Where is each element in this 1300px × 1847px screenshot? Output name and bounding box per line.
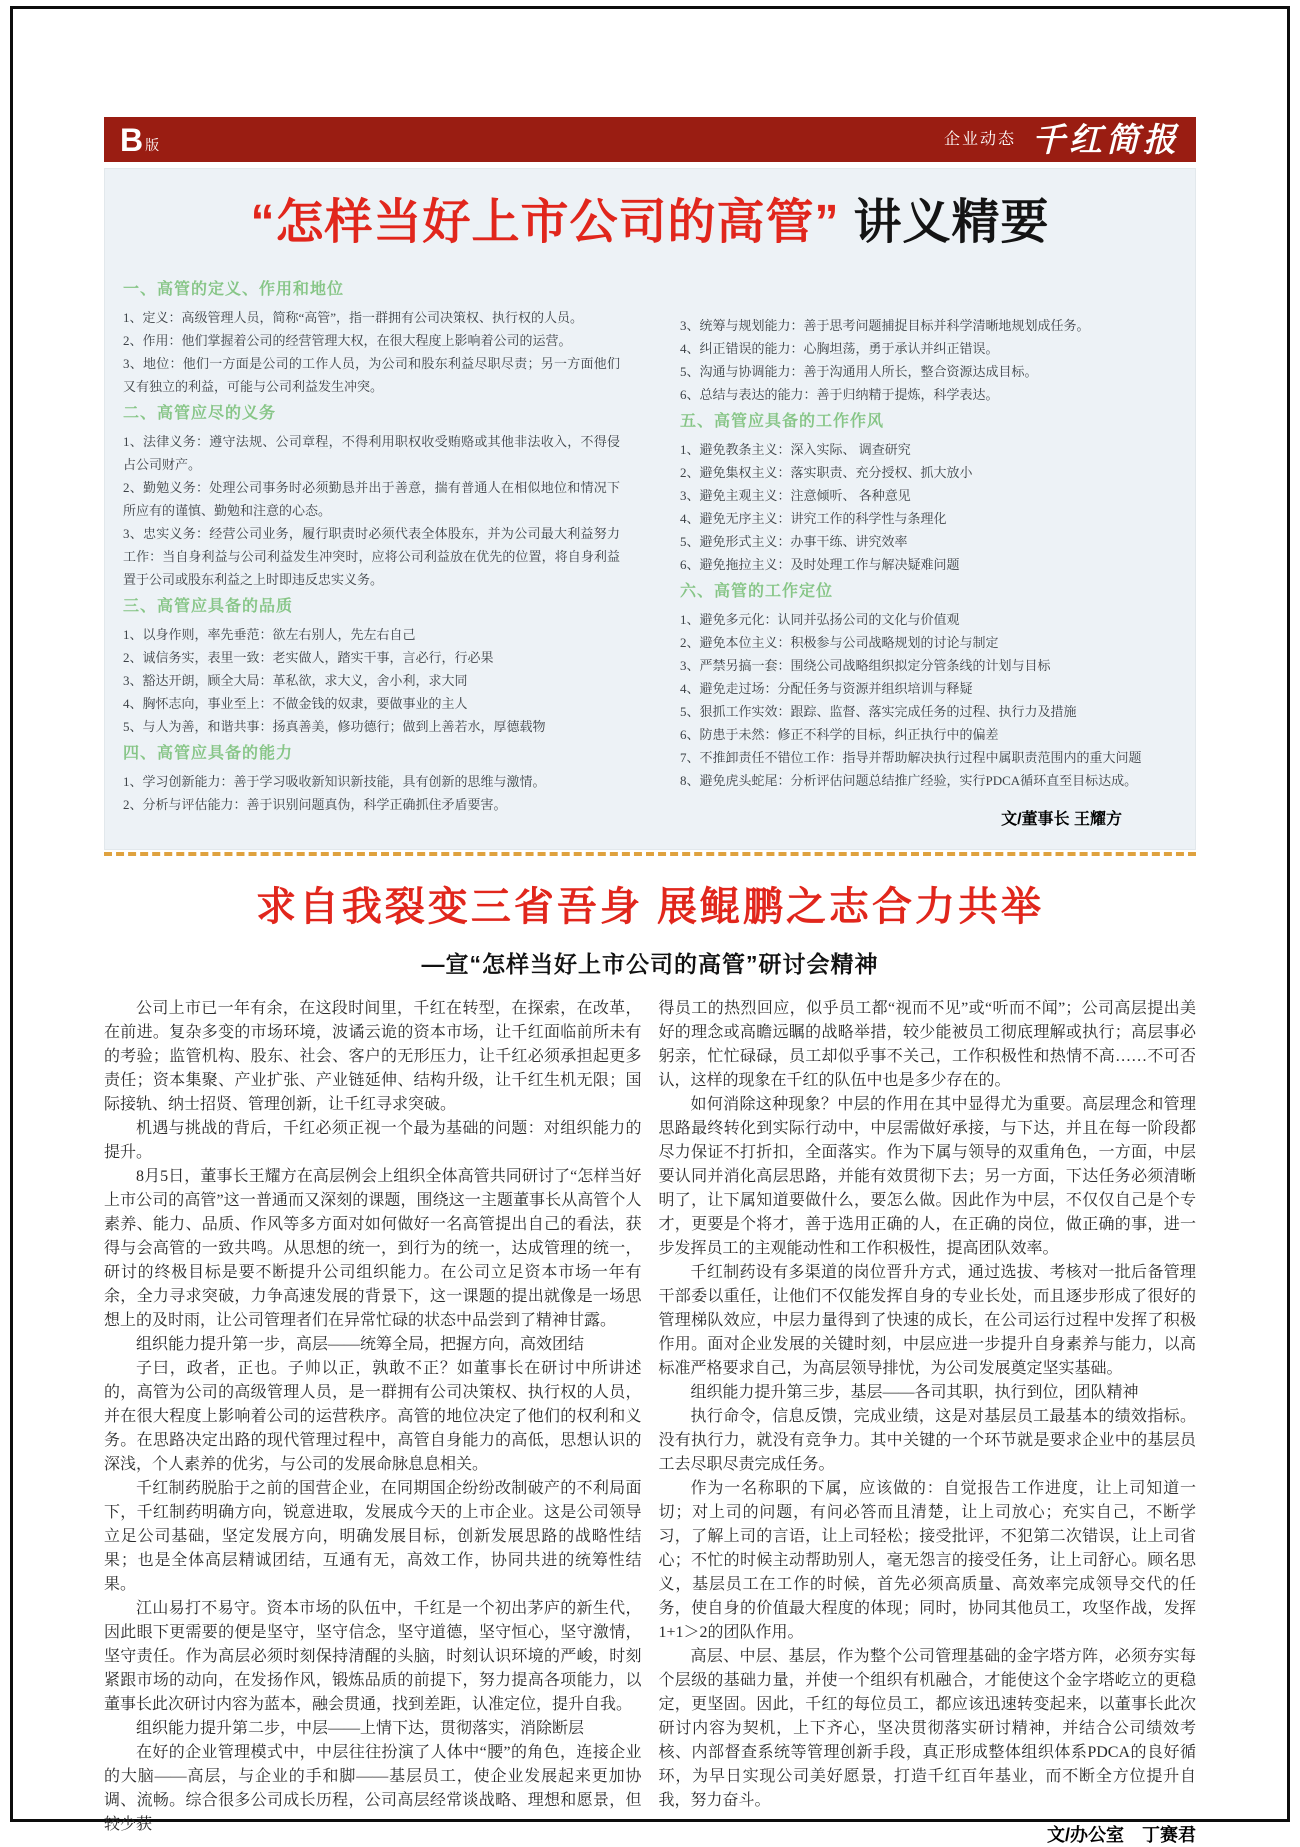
article2-right-paragraphs (659, 997, 1197, 1813)
paragraph: 公司上市已一年有余，在这段时间里，千红在转型，在探索，在改革，在前进。复杂多变的市场环境，波谲云诡的资本市场，让千红面临前所未有的考验；监管机构、股东、社会、客户的无形压力，让千红必须承担起更多责任；资本集聚、产业扩张、产业链延伸、结构升级，让千红生机无限；国际接轨、纳士招贤、管理创新，让千红寻求突破。 (104, 1000, 642, 1114)
list-line: 2、勤勉义务：处理公司事务时必须勤恳并出于善意，揣有普通人在相似地位和情况下所应有的谨慎、勤勉和注意的心态。 (123, 480, 620, 519)
paragraph: 执行命令，信息反馈，完成业绩，这是对基层员工最基本的绩效指标。没有执行力，就没有竞争力。其中关键的一个环节就是要求企业中的基层员工去尽职尽责完成任务。 (658, 1408, 1196, 1474)
list-line: 2、诚信务实，表里一致：老实做人，踏实干事，言必行，行必果 (123, 650, 494, 666)
list-line: 5、与人为善，和谐共事：扬真善美，修功德行；做到上善若水，厚德载物 (123, 719, 546, 735)
list-line: 4、胸怀志向，事业至上：不做金钱的奴隶，要做事业的主人 (123, 696, 468, 712)
article2-columns (104, 997, 1196, 1847)
article2-byline: 文/办公室 丁赛君 (1046, 1825, 1196, 1846)
paragraph: 组织能力提升第二步，中层——上情下达，贯彻落实，消除断层 (136, 1720, 585, 1738)
bulletin-masthead: 千红简报 (1032, 120, 1180, 159)
article2-right-column (659, 997, 1197, 1847)
newspaper-page (104, 117, 1196, 1847)
list-line: 2、分析与评估能力：善于识别问题真伪，科学正确抓住矛盾要害。 (123, 797, 507, 813)
article1-right-list (680, 314, 1177, 792)
paragraph: 8月5日，董事长王耀方在高层例会上组织全体高管共同研讨了“怎样当好上市公司的高管”这一普通而又深刻的课题，围绕这一主题董事长从高管个人素养、能力、品质、作风等多方面对如何做好一名高管提出自己的看法，获得与会高管的一致共鸣。从思想的统一，到行为的统一，达成管理的统一，研讨的终极目标是要不断提升公司组织能力。在公司立足资本市场一年有余，全力寻求突破，力争高速发展的背景下，这一课题的提出就像是一场思想上的及时雨，让公司管理者们在异常忙碌的状态中品尝到了精神甘露。 (104, 1168, 642, 1330)
list-line: 3、忠实义务：经营公司业务，履行职责时必须代表全体股东，并为公司最大利益努力工作：当自身利益与公司利益发生冲突时，应将公司利益放在优先的位置，将自身利益置于公司或股东利益之上时即违反忠实义务。 (123, 526, 620, 588)
paragraph: 组织能力提升第三步，基层——各司其职，执行到位，团队精神 (690, 1384, 1139, 1402)
article2-title: 求自我裂变三省吾身 展鲲鹏之志合力共举 (255, 885, 1045, 930)
paragraph: 在好的企业管理模式中，中层往往扮演了人体中“腰”的角色，连接企业的大脑——高层，与企业的手和脚——基层员工，使企业发展起来更加协调、流畅。综合很多公司成长历程，公司高层经常谈战略、理想和愿景，但较少获 (104, 1744, 642, 1834)
article1-columns (123, 274, 1177, 841)
article1-title (123, 195, 1177, 250)
edition-suffix: 版 (145, 138, 160, 154)
list-line: 六、高管的工作定位 (680, 583, 834, 601)
paragraph: 组织能力提升第一步，高层——统筹全局，把握方向，高效团结 (136, 1336, 585, 1354)
list-line: 1、学习创新能力：善于学习吸收新知识新技能，具有创新的思维与激情。 (123, 774, 546, 790)
list-line: 二、高管应尽的义务 (123, 405, 277, 423)
paragraph: 得员工的热烈回应，似乎员工都“视而不见”或“听而不闻”；公司高层提出美好的理念或高瞻远瞩的战略举措，较少能被员工彻底理解或执行；高层事必躬亲，忙忙碌碌，员工却似乎事不关己，工作积极性和热情不高……不可否认，这样的现象在千红的队伍中也是多少存在的。 (658, 1000, 1196, 1090)
article-lecture-summary (104, 168, 1196, 850)
dashed-separator (104, 852, 1196, 856)
list-line: 3、严禁另搞一套：围绕公司战略组织拟定分管条线的计划与目标 (680, 658, 1051, 674)
list-line: 6、防患于未然：修正不科学的目标，纠正执行中的偏差 (680, 727, 999, 743)
list-line: 3、地位：他们一方面是公司的工作人员，为公司和股东利益尽职尽责；另一方面他们又有独立的利益，可能与公司利益发生冲突。 (123, 356, 620, 395)
list-line: 5、狠抓工作实效：跟踪、监督、落实完成任务的过程、执行力及措施 (680, 704, 1077, 720)
list-line: 1、避免多元化：认同并弘扬公司的文化与价值观 (680, 612, 960, 628)
paragraph: 千红制药设有多渠道的岗位晋升方式，通过选拔、考核对一批后备管理干部委以重任，让他们不仅能发挥自身的专业长处，而且逐步形成了很好的管理梯队效应，中层力量得到了快速的成长，在公司运行过程中发挥了积极作用。面对企业发展的关键时刻，中层应进一步提升自身素养与能力，以高标准严格要求自己，为高层领导排忧，为公司发展奠定坚实基础。 (658, 1264, 1196, 1378)
article1-left-column (123, 274, 620, 841)
paragraph: 机遇与挑战的背后，千红必须正视一个最为基础的问题：对组织能力的提升。 (104, 1120, 642, 1162)
article1-title-quoted: “怎样当好上市公司的高管” (250, 196, 840, 249)
list-line: 五、高管应具备的工作作风 (680, 413, 885, 431)
list-line: 2、避免集权主义：落实职责、充分授权、抓大放小 (680, 465, 973, 481)
list-line: 4、避免走过场：分配任务与资源并组织培训与释疑 (680, 681, 973, 697)
article2-left-paragraphs (104, 997, 642, 1837)
list-line: 7、不推卸责任不错位工作：指导并帮助解决执行过程中属职责范围内的重大问题 (680, 750, 1142, 766)
list-line: 6、总结与表达的能力：善于归纳精于提炼，科学表达。 (680, 387, 999, 403)
masthead-bar (104, 117, 1196, 162)
article2-subtitle: —宣“怎样当好上市公司的高管”研讨会精神 (421, 951, 879, 978)
edition-letter: B (120, 121, 144, 158)
list-line: 四、高管应具备的能力 (123, 745, 294, 763)
paragraph: 高层、中层、基层，作为整个公司管理基础的金字塔方阵，必须夯实每个层级的基础力量，并使一个组织有机融合，才能使这个金字塔屹立的更稳定，更坚固。因此，千红的每位员工，都应该迅速转变起来，以董事长此次研讨内容为契机，上下齐心，坚决贯彻落实研讨精神，并结合公司绩效考核、内部督查系统等管理创新手段，真正形成整体组织体系PDCA的良好循环，为早日实现公司美好愿景，打造千红百年基业，而不断全方位提升自我，努力奋斗。 (658, 1648, 1196, 1810)
paragraph: 子曰，政者，正也。子帅以正，孰敢不正？如董事长在研讨中所讲述的，高管为公司的高级管理人员，是一群拥有公司决策权、执行权的人员，并在很大程度上影响着公司的运营秩序。高管的地位决定了他们的权利和义务。在思路决定出路的现代管理过程中，高管自身能力的高低，思想认识的深浅，个人素养的优劣，与公司的发展命脉息息相关。 (104, 1360, 642, 1474)
article-seminar-spirit (104, 884, 1196, 1847)
list-line: 3、豁达开朗，顾全大局：革私欲，求大义，舍小利，求大同 (123, 673, 468, 689)
paragraph: 作为一名称职的下属，应该做的：自觉报告工作进度，让上司知道一切；对上司的问题，有问必答而且清楚，让上司放心；充实自己，不断学习，了解上司的言语，让上司轻松；接受批评，不犯第二次错误，让上司省心；不忙的时候主动帮助别人，毫无怨言的接受任务，让上司舒心。顾名思义，基层员工在工作的时候，首先必须高质量、高效率完成领导交代的任务，使自身的价值最大程度的体现；同时，协同其他员工，攻坚作战，发挥1+1＞2的团队作用。 (658, 1480, 1196, 1642)
edition-label (120, 121, 160, 158)
list-line: 6、避免拖拉主义：及时处理工作与解决疑难问题 (680, 557, 960, 573)
list-line: 4、避免无序主义：讲究工作的科学性与条理化 (680, 511, 947, 527)
paragraph: 如何消除这种现象？中层的作用在其中显得尤为重要。高层理念和管理思路最终转化到实际行动中，中层需做好承接，与下达，并且在每一阶段都尽力保证不打折扣，全面落实。作为下属与领导的双重角色，一方面，中层要认同并消化高层思路，并能有效贯彻下去；另一方面，下达任务必须清晰明了，让下属知道要做什么，要怎么做。因此作为中层，不仅仅自己是个专才，更要是个将才，善于选用正确的人，在正确的岗位，做正确的事，进一步发挥员工的主观能动性和工作积极性，提高团队效率。 (658, 1096, 1196, 1258)
list-line: 8、避免虎头蛇尾：分析评估问题总结推广经验，实行PDCA循环直至目标达成。 (680, 773, 1138, 789)
masthead-right (943, 120, 1180, 159)
article1-byline: 文/董事长 王耀方 (1001, 811, 1122, 829)
article1-right-column (680, 274, 1177, 841)
list-line: 4、纠正错误的能力：心胸坦荡，勇于承认并纠正错误。 (680, 341, 999, 357)
list-line: 2、避免本位主义：积极参与公司战略规划的讨论与制定 (680, 635, 999, 651)
list-line: 1、定义：高级管理人员，简称“高管”，指一群拥有公司决策权、执行权的人员。 (123, 310, 584, 326)
list-line: 1、避免教条主义：深入实际、 调查研究 (680, 442, 911, 458)
list-line: 5、沟通与协调能力：善于沟通用人所长，整合资源达成目标。 (680, 364, 1038, 380)
list-line: 5、避免形式主义：办事干练、讲究效率 (680, 534, 908, 550)
article2-left-column (104, 997, 642, 1847)
article1-left-list (123, 277, 620, 816)
list-line: 一、高管的定义、作用和地位 (123, 281, 345, 299)
paragraph: 江山易打不易守。资本市场的队伍中，千红是一个初出茅庐的新生代，因此眼下更需要的便是坚守，坚守信念，坚守道德，坚守恒心，坚守激情，坚守责任。作为高层必须时刻保持清醒的头脑，时刻认识环境的严峻，时刻紧跟市场的动向，在发扬作风，锻炼品质的前提下，努力提高各项能力，以董事长此次研讨内容为蓝本，融会贯通，找到差距，认准定位，提升自我。 (104, 1600, 642, 1714)
list-line: 3、统筹与规划能力：善于思考问题捕捉目标并科学清晰地规划成任务。 (680, 318, 1090, 334)
list-line: 1、以身作则，率先垂范：欲左右别人，先左右自己 (123, 627, 416, 643)
list-line: 2、作用：他们掌握着公司的经营管理大权，在很大程度上影响着公司的运营。 (123, 333, 572, 349)
paragraph: 千红制药脱胎于之前的国营企业，在同期国企纷纷改制破产的不利局面下，千红制药明确方向，锐意进取，发展成今天的上市企业。这是公司领导立足公司基础，坚定发展方向，明确发展目标，创新发展思路的战略性结果；也是全体高层精诚团结，互通有无，高效工作，协同共进的统筹性结果。 (104, 1480, 642, 1594)
article1-title-suffix: 讲义精要 (853, 196, 1050, 249)
list-line: 1、法律义务：遵守法规、公司章程，不得利用职权收受贿赂或其他非法收入，不得侵占公司财产。 (123, 434, 620, 473)
list-line: 三、高管应具备的品质 (123, 598, 294, 616)
section-label: 企业动态 (943, 130, 1016, 148)
list-line: 3、避免主观主义：注意倾听、 各种意见 (680, 488, 911, 504)
